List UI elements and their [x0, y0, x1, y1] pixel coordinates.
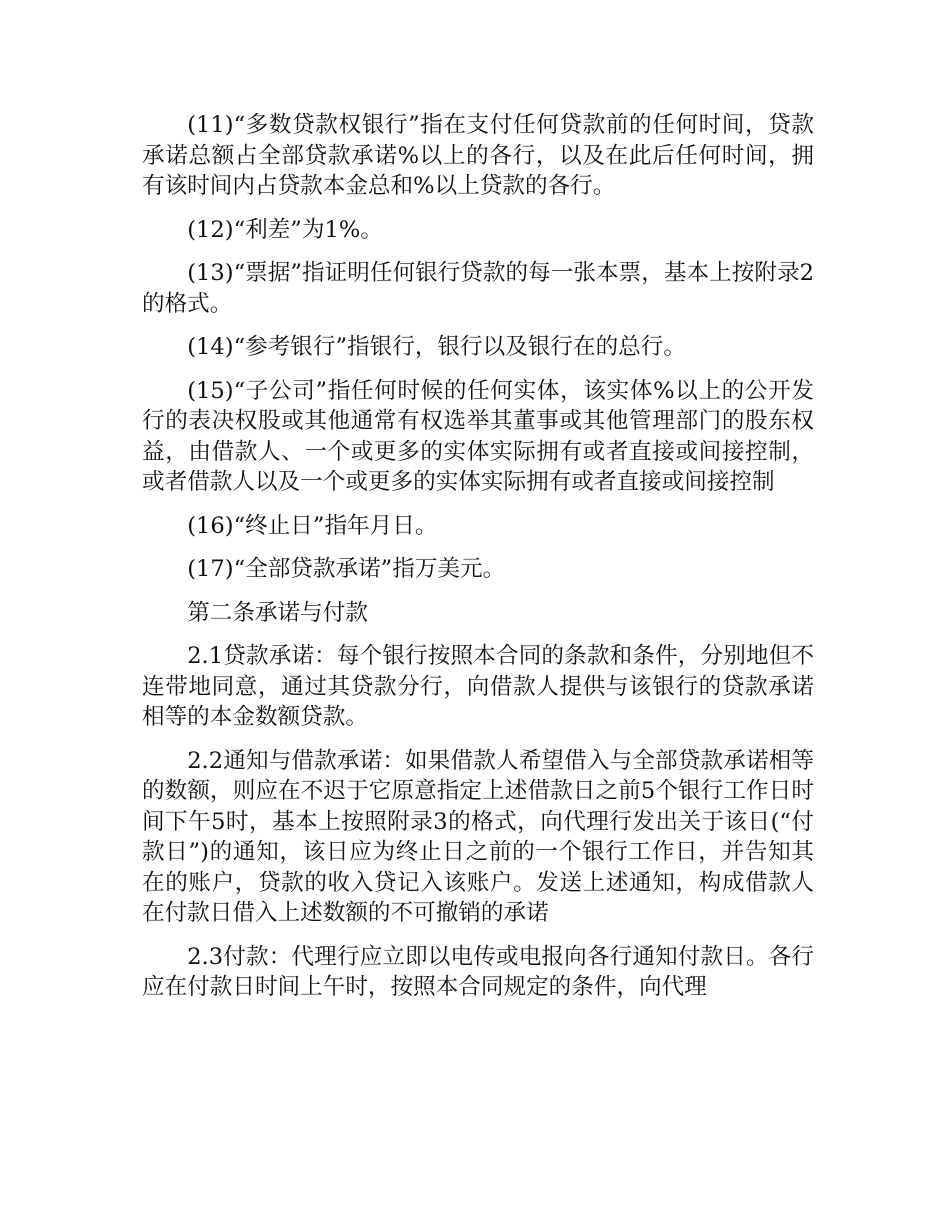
paragraph-2-3: 2.3付款：代理行应立即以电传或电报向各行通知付款日。各行应在付款日时间上午时，按照本合同规定的条件，向代理 [142, 943, 814, 1000]
section-heading-article-2: 第二条承诺与付款 [187, 599, 368, 626]
paragraph-14: (14)“参考银行”指银行，银行以及银行在的总行。 [187, 334, 686, 360]
paragraph-2-1: 2.1贷款承诺：每个银行按照本合同的条款和条件，分别地但不连带地同意，通过其贷款分行，向借款人提供与该银行的贷款承诺相等的本金数额贷款。 [142, 643, 814, 730]
paragraph-12: (12)“利差”为1%。 [187, 216, 383, 243]
paragraph-17: (17)“全部贷款承诺”指万美元。 [187, 556, 506, 582]
paragraph-15: (15)“子公司”指任何时候的任何实体，该实体%以上的公开发行的表决权股或其他通常有权选举其董事或其他管理部门的股东权益，由借款人、一个或更多的实体实际拥有或者直接或间接控制，或者借款人以及一个或更多的实体实际拥有或者直接或间接控制 [142, 377, 814, 495]
paragraph-13: (13)“票据”指证明任何银行贷款的每一张本票，基本上按附录2的格式。 [142, 260, 814, 317]
paragraph-11: (11)“多数贷款权银行”指在支付任何贷款前的任何时间，贷款承诺总额占全部贷款承诺%以上的各行，以及在此后任何时间，拥有该时间内占贷款本金总和%以上贷款的各行。 [142, 112, 814, 199]
paragraph-2-2: 2.2通知与借款承诺：如果借款人希望借入与全部贷款承诺相等的数额，则应在不迟于它原意指定上述借款日之前5个银行工作日时间下午5时，基本上按照附录3的格式，向代理行发出关于该日(“付款日”)的通知，该日应为终止日之前的一个银行工作日，并告知其在的账户，贷款的收入贷记入该账户。发送上述通知，构成借款人在付款日借入上述数额的不可撤销的承诺 [142, 747, 814, 926]
document-page [142, 110, 814, 1016]
paragraph-16: (16)“终止日”指年月日。 [187, 512, 438, 539]
